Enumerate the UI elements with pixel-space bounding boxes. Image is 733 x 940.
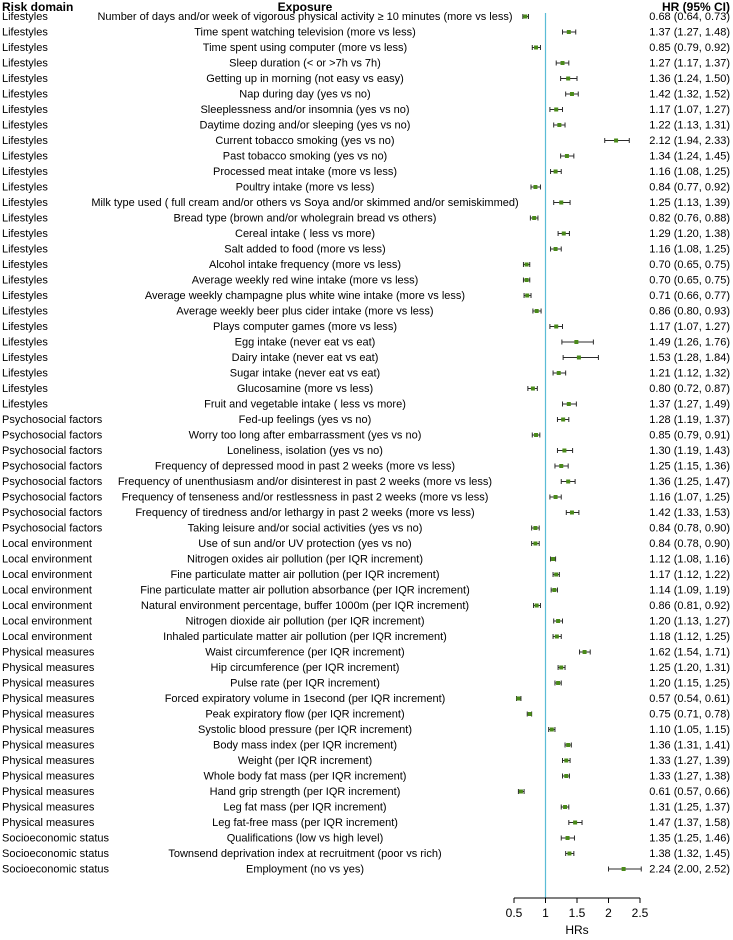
- hr-point: [525, 278, 529, 282]
- hr-point: [556, 619, 560, 623]
- hr-ci-label: 1.27 (1.17, 1.37): [649, 57, 730, 70]
- hr-ci-label: 0.70 (0.65, 0.75): [649, 259, 730, 271]
- risk-domain-label: Lifestyles: [2, 212, 48, 225]
- hr-ci-label: 1.42 (1.33, 1.53): [649, 507, 730, 519]
- hr-point: [567, 30, 571, 34]
- header-exposure: Exposure: [277, 0, 333, 14]
- hr-ci-label: 1.35 (1.25, 1.46): [649, 832, 730, 845]
- hr-point: [559, 201, 563, 205]
- risk-domain-label: Physical measures: [2, 708, 95, 721]
- exposure-label: Nap during day (yes vs no): [239, 88, 371, 101]
- risk-domain-label: Lifestyles: [2, 88, 48, 101]
- exposure-label: Sleep duration (< or >7h vs 7h): [229, 57, 381, 70]
- hr-point: [564, 759, 568, 763]
- exposure-label: Leg fat-free mass (per IQR increment): [212, 817, 398, 829]
- risk-domain-label: Lifestyles: [2, 243, 48, 256]
- table-row: [2, 120, 730, 132]
- exposure-label: Body mass index (per IQR increment): [212, 739, 398, 752]
- table-row: [2, 724, 730, 736]
- exposure-label: Time spent using computer (more vs less): [202, 42, 408, 54]
- hr-point: [566, 743, 570, 747]
- risk-domain-label: Lifestyles: [2, 11, 48, 23]
- table-row: [2, 166, 730, 178]
- header-risk-domain: Risk domain: [2, 0, 74, 14]
- risk-domain-label: Lifestyles: [2, 352, 48, 364]
- hr-point: [531, 387, 535, 391]
- risk-domain-label: Lifestyles: [2, 197, 48, 209]
- exposure-label: Whole body fat mass (per IQR increment): [203, 770, 407, 783]
- table-row: [2, 321, 730, 333]
- hr-point: [567, 402, 571, 406]
- hr-point: [556, 681, 560, 685]
- risk-domain-label: Lifestyles: [2, 150, 48, 163]
- risk-domain-label: Psychosocial factors: [2, 491, 103, 504]
- hr-point: [559, 464, 563, 468]
- header-hr-ci: HR (95% CI): [661, 0, 730, 14]
- table-row: [2, 290, 730, 302]
- hr-ci-label: 1.62 (1.54, 1.71): [649, 646, 730, 659]
- table-row: [2, 182, 730, 194]
- hr-ci-label: 0.80 (0.72, 0.87): [649, 383, 730, 395]
- table-row: [2, 11, 730, 23]
- exposure-label: Plays computer games (more vs less): [213, 321, 397, 333]
- table-row: [2, 585, 730, 597]
- table-row: [2, 600, 730, 612]
- hr-ci-label: 0.85 (0.79, 0.91): [649, 429, 730, 442]
- hr-point: [554, 325, 558, 329]
- table-row: [2, 27, 730, 39]
- hr-point: [566, 77, 570, 81]
- risk-domain-label: Socioeconomic status: [2, 832, 109, 845]
- exposure-label: Time spent watching television (more vs less): [194, 26, 416, 39]
- exposure-label: Worry too long after embarrassment (yes vs no): [188, 429, 422, 442]
- risk-domain-label: Lifestyles: [2, 104, 48, 116]
- hr-point: [570, 92, 574, 96]
- risk-domain-label: Physical measures: [2, 677, 95, 690]
- exposure-label: Bread type (brown and/or wholegrain bread vs others): [173, 212, 437, 225]
- table-row: [2, 42, 730, 54]
- table-row: [2, 709, 730, 721]
- risk-domain-label: Physical measures: [2, 724, 95, 736]
- hr-point: [557, 123, 561, 127]
- hr-ci-label: 1.33 (1.27, 1.38): [649, 770, 730, 783]
- x-tick-label: 0.5: [505, 906, 523, 920]
- table-row: [2, 864, 730, 876]
- exposure-label: Number of days and/or week of vigorous physical activity ≥ 10 minutes (more vs less): [97, 11, 513, 23]
- risk-domain-label: Socioeconomic status: [2, 863, 109, 876]
- risk-domain-label: Psychosocial factors: [2, 507, 103, 519]
- hr-point: [574, 340, 578, 344]
- hr-point: [535, 604, 539, 608]
- table-row: [2, 848, 730, 860]
- hr-ci-label: 1.37 (1.27, 1.49): [649, 398, 730, 411]
- hr-point: [525, 294, 529, 298]
- hr-point: [525, 263, 529, 267]
- hr-ci-label: 1.16 (1.08, 1.25): [649, 243, 730, 256]
- hr-point: [614, 139, 618, 143]
- table-row: [2, 368, 730, 380]
- risk-domain-label: Lifestyles: [2, 305, 48, 318]
- hr-ci-label: 1.25 (1.13, 1.39): [649, 197, 730, 209]
- hr-point: [577, 356, 581, 360]
- hr-ci-label: 1.17 (1.07, 1.27): [649, 104, 730, 116]
- table-row: [2, 58, 730, 70]
- risk-domain-label: Lifestyles: [2, 181, 48, 194]
- table-row: [2, 616, 730, 628]
- hr-point: [519, 790, 523, 794]
- hr-ci-label: 1.38 (1.32, 1.45): [649, 848, 730, 860]
- x-axis-title: HRs: [565, 923, 589, 937]
- exposure-label: Peak expiratory flow (per IQR increment): [205, 708, 405, 721]
- hr-point: [554, 247, 558, 251]
- exposure-label: Fed-up feelings (yes vs no): [238, 414, 372, 426]
- risk-domain-label: Lifestyles: [2, 290, 48, 302]
- hr-ci-label: 1.47 (1.37, 1.58): [649, 817, 730, 829]
- exposure-label: Past tobacco smoking (yes vs no): [222, 150, 388, 163]
- hr-point: [555, 635, 559, 639]
- exposure-label: Pulse rate (per IQR increment): [230, 677, 380, 690]
- exposure-label: Average weekly beer plus cider intake (more vs less): [176, 305, 434, 318]
- table-row: [2, 678, 730, 690]
- risk-domain-label: Lifestyles: [2, 259, 48, 271]
- risk-domain-label: Lifestyles: [2, 383, 48, 395]
- table-row: [2, 554, 730, 566]
- hr-ci-label: 1.30 (1.19, 1.43): [649, 445, 730, 457]
- hr-point: [562, 232, 566, 236]
- risk-domain-label: Local environment: [2, 615, 92, 628]
- exposure-label: Average weekly champagne plus white wine intake (more vs less): [144, 290, 466, 302]
- x-tick-label: 2: [605, 906, 612, 920]
- hr-ci-label: 1.12 (1.08, 1.16): [649, 553, 730, 566]
- risk-domain-label: Local environment: [2, 553, 92, 566]
- risk-domain-label: Lifestyles: [2, 119, 48, 132]
- table-row: [2, 492, 730, 504]
- exposure-label: Glucosamine (more vs less): [236, 383, 374, 395]
- table-row: [2, 383, 730, 395]
- exposure-label: Loneliness, isolation (yes vs no): [227, 445, 383, 457]
- hr-ci-label: 0.71 (0.66, 0.77): [649, 290, 730, 302]
- hr-ci-label: 2.24 (2.00, 2.52): [649, 863, 730, 876]
- exposure-label: Leg fat mass (per IQR increment): [223, 801, 387, 814]
- risk-domain-label: Physical measures: [2, 817, 95, 829]
- x-axis: [506, 898, 649, 937]
- exposure-label: Getting up in morning (not easy vs easy): [206, 73, 404, 85]
- exposure-label: Employment (no vs yes): [246, 863, 364, 876]
- hr-ci-label: 0.68 (0.64, 0.73): [649, 11, 730, 23]
- table-row: [2, 569, 730, 581]
- exposure-label: Nitrogen oxides air pollution (per IQR increment): [187, 553, 423, 566]
- table-row: [2, 89, 730, 101]
- hr-ci-label: 0.70 (0.65, 0.75): [649, 274, 730, 287]
- hr-ci-label: 0.82 (0.76, 0.88): [649, 212, 730, 225]
- hr-ci-label: 0.57 (0.54, 0.61): [649, 693, 730, 705]
- hr-point: [534, 46, 538, 50]
- hr-point: [561, 61, 565, 65]
- table-row: [2, 693, 730, 705]
- table-row: [2, 259, 730, 271]
- risk-domain-label: Lifestyles: [2, 166, 48, 178]
- hr-point: [566, 480, 570, 484]
- table-row: [2, 213, 730, 225]
- hr-ci-label: 1.16 (1.08, 1.25): [649, 166, 730, 178]
- risk-domain-label: Physical measures: [2, 646, 95, 659]
- hr-point: [551, 557, 555, 561]
- exposure-label: Salt added to food (more vs less): [224, 243, 386, 256]
- hr-point: [622, 867, 626, 871]
- table-row: [2, 135, 730, 147]
- exposure-label: Frequency of tiredness and/or lethargy in past 2 weeks (more vs less): [135, 507, 475, 519]
- exposure-label: Frequency of tenseness and/or restlessness in past 2 weeks (more vs less): [121, 491, 489, 504]
- exposure-label: Inhaled particulate matter air pollution (per IQR increment): [163, 631, 447, 643]
- risk-domain-label: Local environment: [2, 631, 92, 643]
- hr-ci-label: 0.84 (0.78, 0.90): [649, 522, 730, 535]
- hr-point: [554, 170, 558, 174]
- exposure-label: Fine particulate matter air pollution absorbance (per IQR increment): [140, 584, 470, 597]
- risk-domain-label: Psychosocial factors: [2, 522, 103, 535]
- hr-ci-label: 2.12 (1.94, 2.33): [649, 135, 730, 147]
- risk-domain-label: Lifestyles: [2, 73, 48, 85]
- hr-ci-label: 1.20 (1.13, 1.27): [649, 615, 730, 628]
- exposure-label: Townsend deprivation index at recruitment (poor vs rich): [168, 848, 442, 860]
- risk-domain-label: Lifestyles: [2, 135, 48, 147]
- hr-ci-label: 1.28 (1.19, 1.37): [649, 414, 730, 426]
- exposure-label: Hand grip strength (per IQR increment): [209, 786, 401, 798]
- exposure-label: Alcohol intake frequency (more vs less): [209, 259, 401, 271]
- table-row: [2, 523, 730, 535]
- hr-ci-label: 1.10 (1.05, 1.15): [649, 724, 730, 736]
- table-row: [2, 337, 730, 349]
- exposure-label: Sleeplessness and/or insomnia (yes vs no): [200, 104, 410, 116]
- risk-domain-label: Lifestyles: [2, 398, 48, 411]
- exposure-label: Dairy intake (never eat vs eat): [231, 352, 379, 364]
- exposure-label: Sugar intake (never eat vs eat): [229, 367, 381, 380]
- exposure-label: Processed meat intake (more vs less): [212, 166, 398, 178]
- hr-ci-label: 1.36 (1.31, 1.41): [649, 739, 730, 752]
- hr-point: [534, 433, 538, 437]
- hr-point: [567, 852, 571, 856]
- hr-ci-label: 1.49 (1.26, 1.76): [649, 336, 730, 349]
- exposure-label: Poultry intake (more vs less): [235, 181, 375, 194]
- risk-domain-label: Lifestyles: [2, 42, 48, 54]
- hr-point: [565, 154, 569, 158]
- table-row: [2, 228, 730, 240]
- exposure-label: Cereal intake ( less vs more): [235, 228, 375, 240]
- hr-point: [554, 495, 558, 499]
- table-row: [2, 430, 730, 442]
- risk-domain-label: Local environment: [2, 538, 92, 550]
- table-row: [2, 414, 730, 426]
- exposure-label: Daytime dozing and/or sleeping (yes vs no): [199, 119, 411, 132]
- table-row: [2, 445, 730, 457]
- exposure-label: Average weekly red wine intake (more vs less): [191, 274, 419, 287]
- risk-domain-label: Lifestyles: [2, 367, 48, 380]
- exposure-label: Fine particulate matter air pollution (per IQR increment): [170, 569, 440, 581]
- x-tick-label: 1.5: [568, 906, 586, 920]
- hr-ci-label: 0.84 (0.78, 0.90): [649, 538, 730, 550]
- hr-point: [554, 108, 558, 112]
- risk-domain-label: Lifestyles: [2, 336, 48, 349]
- table-row: [2, 802, 730, 814]
- table-row: [2, 647, 730, 659]
- table-row: [2, 631, 730, 643]
- risk-domain-label: Physical measures: [2, 739, 95, 752]
- table-row: [2, 275, 730, 287]
- hr-point: [535, 309, 539, 313]
- hr-ci-label: 0.86 (0.81, 0.92): [649, 600, 730, 612]
- table-row: [2, 507, 730, 519]
- hr-point: [570, 511, 574, 515]
- exposure-label: Waist circumference (per IQR increment): [205, 646, 405, 659]
- table-row: [2, 786, 730, 798]
- risk-domain-label: Physical measures: [2, 755, 95, 767]
- hr-ci-label: 1.21 (1.12, 1.32): [649, 367, 730, 380]
- x-tick-label: 1: [542, 906, 549, 920]
- hr-ci-label: 1.22 (1.13, 1.31): [649, 119, 730, 132]
- hr-ci-label: 1.36 (1.25, 1.47): [649, 476, 730, 488]
- risk-domain-label: Psychosocial factors: [2, 476, 103, 488]
- table-row: [2, 461, 730, 473]
- risk-domain-label: Lifestyles: [2, 57, 48, 70]
- table-row: [2, 833, 730, 845]
- exposure-label: Use of sun and/or UV protection (yes vs no): [198, 538, 412, 550]
- risk-domain-label: Socioeconomic status: [2, 848, 109, 860]
- exposure-label: Hip circumference (per IQR increment): [210, 662, 400, 674]
- hr-ci-label: 1.42 (1.32, 1.52): [649, 88, 730, 101]
- risk-domain-label: Physical measures: [2, 662, 95, 674]
- risk-domain-label: Local environment: [2, 569, 92, 581]
- hr-ci-label: 1.31 (1.25, 1.37): [649, 801, 730, 814]
- risk-domain-label: Lifestyles: [2, 228, 48, 240]
- table-row: [2, 306, 730, 318]
- table-row: [2, 104, 730, 116]
- hr-point: [533, 542, 537, 546]
- table-row: [2, 151, 730, 163]
- hr-ci-label: 0.61 (0.57, 0.66): [649, 786, 730, 798]
- risk-domain-label: Local environment: [2, 584, 92, 597]
- table-row: [2, 244, 730, 256]
- risk-domain-label: Local environment: [2, 600, 92, 612]
- hr-ci-label: 1.20 (1.15, 1.25): [649, 677, 730, 690]
- exposure-label: Nitrogen dioxide air pollution (per IQR increment): [185, 615, 425, 628]
- hr-ci-label: 1.37 (1.27, 1.48): [649, 26, 730, 39]
- exposure-label: Frequency of unenthusiasm and/or disinterest in past 2 weeks (more vs less): [117, 476, 493, 488]
- hr-point: [559, 666, 563, 670]
- table-row: [2, 755, 730, 767]
- hr-point: [562, 449, 566, 453]
- hr-ci-label: 0.84 (0.77, 0.92): [649, 181, 730, 194]
- exposure-label: Qualifications (low vs high level): [226, 832, 384, 845]
- hr-ci-label: 1.34 (1.24, 1.45): [649, 150, 730, 163]
- hr-point: [550, 728, 554, 732]
- hr-point: [573, 821, 577, 825]
- hr-ci-label: 1.17 (1.12, 1.22): [649, 569, 730, 581]
- hr-point: [528, 712, 532, 716]
- table-row: [2, 817, 730, 829]
- hr-ci-label: 1.25 (1.15, 1.36): [649, 460, 730, 473]
- table-row: [2, 538, 730, 550]
- exposure-label: Taking leisure and/or social activities (yes vs no): [187, 522, 423, 535]
- risk-domain-label: Physical measures: [2, 693, 95, 705]
- hr-ci-label: 0.85 (0.79, 0.92): [649, 42, 730, 54]
- forest-rows: [2, 11, 730, 898]
- hr-point: [563, 805, 567, 809]
- hr-point: [552, 588, 556, 592]
- exposure-label: Current tobacco smoking (yes vs no): [215, 135, 395, 147]
- hr-ci-label: 1.16 (1.07, 1.25): [649, 491, 730, 504]
- hr-point: [532, 216, 536, 220]
- table-row: [2, 197, 730, 209]
- hr-ci-label: 1.14 (1.09, 1.19): [649, 584, 730, 597]
- hr-point: [566, 836, 570, 840]
- table-row: [2, 476, 730, 488]
- risk-domain-label: Psychosocial factors: [2, 429, 103, 442]
- risk-domain-label: Lifestyles: [2, 274, 48, 287]
- risk-domain-label: Lifestyles: [2, 26, 48, 39]
- exposure-label: Frequency of depressed mood in past 2 weeks (more vs less): [154, 460, 456, 473]
- hr-point: [564, 774, 568, 778]
- exposure-label: Systolic blood pressure (per IQR increment): [198, 724, 412, 736]
- risk-domain-label: Psychosocial factors: [2, 445, 103, 457]
- risk-domain-label: Lifestyles: [2, 321, 48, 333]
- hr-point: [583, 650, 587, 654]
- hr-ci-label: 1.53 (1.28, 1.84): [649, 352, 730, 364]
- hr-ci-label: 1.29 (1.20, 1.38): [649, 228, 730, 240]
- exposure-label: Milk type used ( full cream and/or others vs Soya and/or skimmed and/or semiskimmed): [91, 197, 519, 209]
- hr-ci-label: 0.75 (0.71, 0.78): [649, 708, 730, 721]
- exposure-label: Forced expiratory volume in 1second (per IQR increment): [164, 693, 446, 705]
- exposure-label: Fruit and vegetable intake ( less vs more): [204, 398, 406, 411]
- hr-ci-label: 0.86 (0.80, 0.93): [649, 305, 730, 318]
- hr-ci-label: 1.17 (1.07, 1.27): [649, 321, 730, 333]
- table-row: [2, 740, 730, 752]
- table-row: [2, 352, 730, 364]
- table-row: [2, 662, 730, 674]
- hr-point: [533, 526, 537, 530]
- hr-ci-label: 1.33 (1.27, 1.39): [649, 755, 730, 767]
- exposure-label: Natural environment percentage, buffer 1000m (per IQR increment): [140, 600, 470, 612]
- hr-ci-label: 1.36 (1.24, 1.50): [649, 73, 730, 85]
- exposure-label: Egg intake (never eat vs eat): [234, 336, 376, 349]
- hr-ci-label: 1.18 (1.12, 1.25): [649, 631, 730, 643]
- hr-ci-label: 1.25 (1.20, 1.31): [649, 662, 730, 674]
- table-row: [2, 771, 730, 783]
- hr-point: [516, 697, 520, 701]
- table-row: [2, 399, 730, 411]
- table-row: [2, 73, 730, 85]
- risk-domain-label: Physical measures: [2, 801, 95, 814]
- x-tick-label: 2.5: [631, 906, 649, 920]
- hr-point: [554, 573, 558, 577]
- hr-point: [561, 418, 565, 422]
- hr-point: [523, 15, 527, 19]
- risk-domain-label: Physical measures: [2, 786, 95, 798]
- hr-point: [557, 371, 561, 375]
- hr-point: [533, 185, 537, 189]
- risk-domain-label: Psychosocial factors: [2, 460, 103, 473]
- risk-domain-label: Physical measures: [2, 770, 95, 783]
- exposure-label: Weight (per IQR increment): [237, 755, 373, 767]
- risk-domain-label: Psychosocial factors: [2, 414, 103, 426]
